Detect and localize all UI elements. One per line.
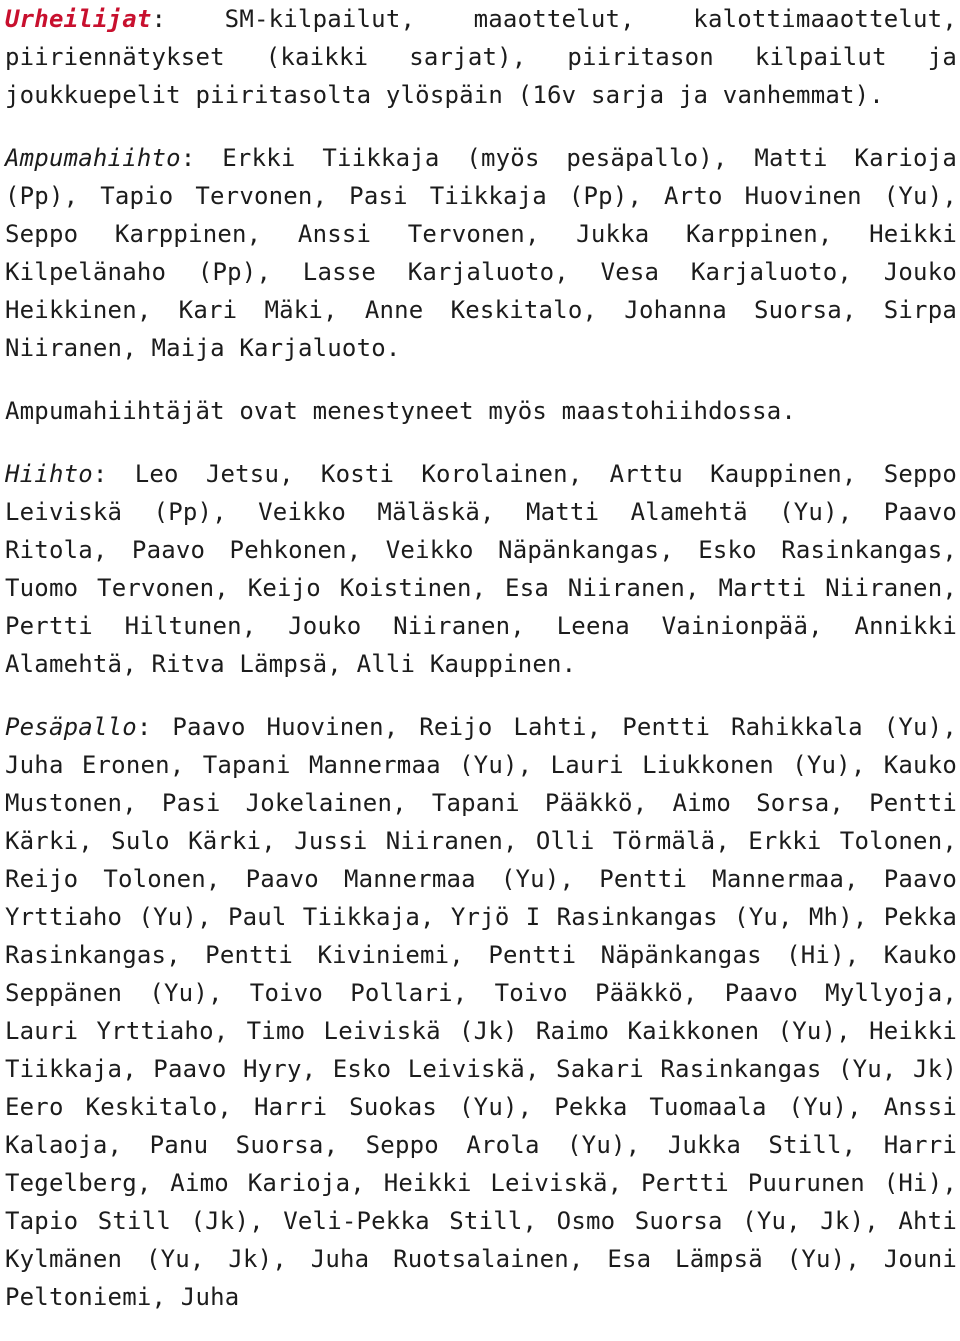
paragraph-pesapallo — [5, 708, 957, 1316]
paragraph-label-pesapallo: Pesäpallo — [5, 713, 137, 741]
paragraph-hiihto — [5, 455, 957, 683]
paragraph-label-ampumahiihto: Ampumahiihto — [5, 144, 181, 172]
paragraph-text-hiihto: Leo Jetsu, Kosti Korolainen, Arttu Kauppinen, Seppo Leiviskä (Pp), Veikko Mäläskä, Matti Alamehtä (Yu), Paavo Ritola, Paavo Pehkonen, Veikko Näpänkangas, Esko Rasinkangas, Tuomo Tervonen, Keijo Koistinen, Esa Niiranen, Martti Niiranen, Pertti Hiltunen, Jouko Niiranen, Leena Vainionpää, Annikki Alamehtä, Ritva Lämpsä, Alli Kauppinen. — [5, 460, 957, 678]
label-separator: : — [151, 5, 225, 33]
paragraph-text-pesapallo: Paavo Huovinen, Reijo Lahti, Pentti Rahikkala (Yu), Juha Eronen, Tapani Mannermaa (Yu), Lauri Liukkonen (Yu), Kauko Mustonen, Pasi Jokelainen, Tapani Pääkkö, Aimo Sorsa, Pentti Kärki, Sulo Kärki, Jussi Niiranen, Olli Törmälä, Erkki Tolonen, Reijo Tolonen, Paavo Mannermaa (Yu), Pentti Mannermaa, Paavo Yrttiaho (Yu), Paul Tiikkaja, Yrjö I Rasinkangas (Yu, Mh), Pekka Rasinkangas, Pentti Kiviniemi, Pentti Näpänkangas (Hi), Kauko Seppänen (Yu), Toivo Pollari, Toivo Pääkkö, Paavo Myllyoja, Lauri Yrttiaho, Timo Leiviskä (Jk) Raimo Kaikkonen (Yu), Heikki Tiikkaja, Paavo Hyry, Esko Leiviskä, Sakari Rasinkangas (Yu, Jk) Eero Keskitalo, Harri Suokas (Yu), Pekka Tuomaala (Yu), Anssi Kalaoja, Panu Suorsa, Seppo Arola (Yu), Jukka Still, Harri Tegelberg, Aimo Karioja, Heikki Leiviskä, Pertti Puurunen (Hi), Tapio Still (Jk), Veli-Pekka Still, Osmo Suorsa (Yu, Jk), Ahti Kylmänen (Yu, Jk), Juha Ruotsalainen, Esa Lämpsä (Yu), Jouni Peltoniemi, Juha — [5, 713, 957, 1311]
paragraph-ampumahiihtajat-note — [5, 392, 957, 430]
paragraph-text-note: Ampumahiihtäjät ovat menestyneet myös maastohiihdossa. — [5, 397, 797, 425]
paragraph-label-hiihto: Hiihto — [5, 460, 93, 488]
paragraph-label-urheilijat: Urheilijat — [5, 5, 152, 33]
paragraph-urheilijat — [5, 0, 957, 114]
paragraph-text-urheilijat: SM-kilpailut, maaottelut, kalottimaaottelut, piiriennätykset (kaikki sarjat), piiritason kilpailut ja joukkuepelit piiritasolta ylöspäin (16v sarja ja vanhemmat). — [5, 5, 957, 109]
document-page — [5, 0, 957, 1341]
label-separator: : — [136, 713, 173, 741]
paragraph-ampumahiihto — [5, 139, 957, 367]
paragraph-text-ampumahiihto: Erkki Tiikkaja (myös pesäpallo), Matti Karioja (Pp), Tapio Tervonen, Pasi Tiikkaja (Pp), Arto Huovinen (Yu), Seppo Karppinen, Anssi Tervonen, Jukka Karppinen, Heikki Kilpelänaho (Pp), Lasse Karjaluoto, Vesa Karjaluoto, Jouko Heikkinen, Kari Mäki, Anne Keskitalo, Johanna Suorsa, Sirpa Niiranen, Maija Karjaluoto. — [5, 144, 957, 362]
label-separator: : — [92, 460, 135, 488]
label-separator: : — [180, 144, 223, 172]
